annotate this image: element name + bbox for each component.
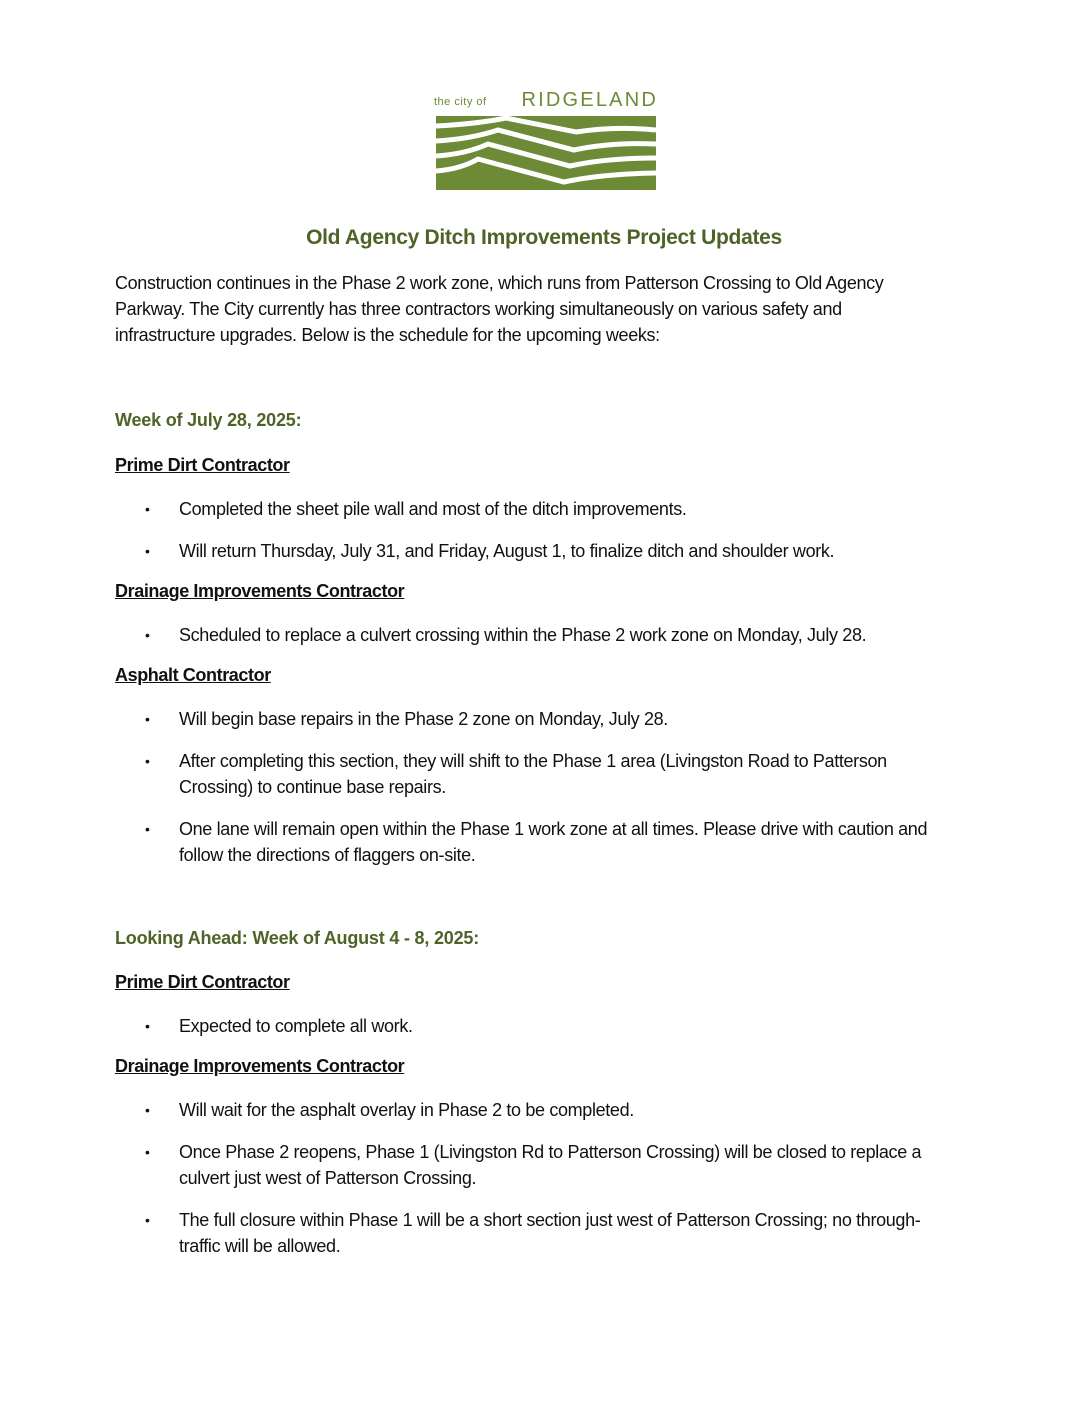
bullet-icon: •: [145, 1102, 150, 1118]
contractor-heading-prime-dirt: Prime Dirt Contractor: [115, 972, 290, 992]
bullet-icon: •: [145, 1212, 150, 1228]
bullet-icon: •: [145, 821, 150, 837]
bullet-icon: •: [145, 501, 150, 517]
list-item: • Expected to complete all work.: [145, 1013, 965, 1039]
list-item: • Will wait for the asphalt overlay in Phase 2 to be completed.: [145, 1097, 965, 1123]
list-item: • Completed the sheet pile wall and most of the ditch improvements.: [145, 496, 965, 522]
logo-wordmark: [434, 88, 658, 110]
contractor-heading-asphalt: Asphalt Contractor: [115, 665, 271, 685]
bullet-icon: •: [145, 711, 150, 727]
logo-big-text: RIDGELAND: [521, 89, 658, 111]
bullet-icon: •: [145, 543, 150, 559]
contractor-heading-drainage: Drainage Improvements Contractor: [115, 581, 405, 601]
list-item: • Will begin base repairs in the Phase 2 zone on Monday, July 28.: [145, 706, 965, 732]
city-of-ridgeland-logo: [434, 88, 658, 192]
list-item: • Once Phase 2 reopens, Phase 1 (Livingston Rd to Patterson Crossing) will be closed to replace a culvert just west of Patterson Crossing.: [145, 1139, 935, 1191]
logo-small-text: the city of: [434, 96, 487, 108]
section-heading-week-july-28: Week of July 28, 2025:: [115, 410, 302, 430]
section-heading-looking-ahead: Looking Ahead: Week of August 4 - 8, 2025:: [115, 928, 479, 948]
page-title: Old Agency Ditch Improvements Project Updates: [306, 226, 782, 249]
bullet-icon: •: [145, 627, 150, 643]
contractor-heading-drainage: Drainage Improvements Contractor: [115, 1056, 405, 1076]
intro-paragraph: Construction continues in the Phase 2 work zone, which runs from Patterson Crossing to Old Agency Parkway. The City currently has three contractors working simultaneously on various safety and infrastructure upgrades. Below is the schedule for the upcoming weeks:: [115, 273, 884, 345]
list-item: • One lane will remain open within the Phase 1 work zone at all times. Please drive with caution and follow the directions of flaggers on-site.: [145, 816, 945, 868]
list-item: • After completing this section, they will shift to the Phase 1 area (Livingston Road to Patterson Crossing) to continue base repairs.: [145, 748, 905, 800]
list-item: • The full closure within Phase 1 will be a short section just west of Patterson Crossing; no through-traffic will be allowed.: [145, 1207, 955, 1259]
list-item: • Scheduled to replace a culvert crossing within the Phase 2 work zone on Monday, July 28.: [145, 622, 965, 648]
bullet-icon: •: [145, 1144, 150, 1160]
list-item: • Will return Thursday, July 31, and Friday, August 1, to finalize ditch and shoulder work.: [145, 538, 965, 564]
contractor-heading-prime-dirt: Prime Dirt Contractor: [115, 455, 290, 475]
bullet-icon: •: [145, 1018, 150, 1034]
rolling-hills-logo-icon: [436, 116, 656, 190]
bullet-icon: •: [145, 753, 150, 769]
